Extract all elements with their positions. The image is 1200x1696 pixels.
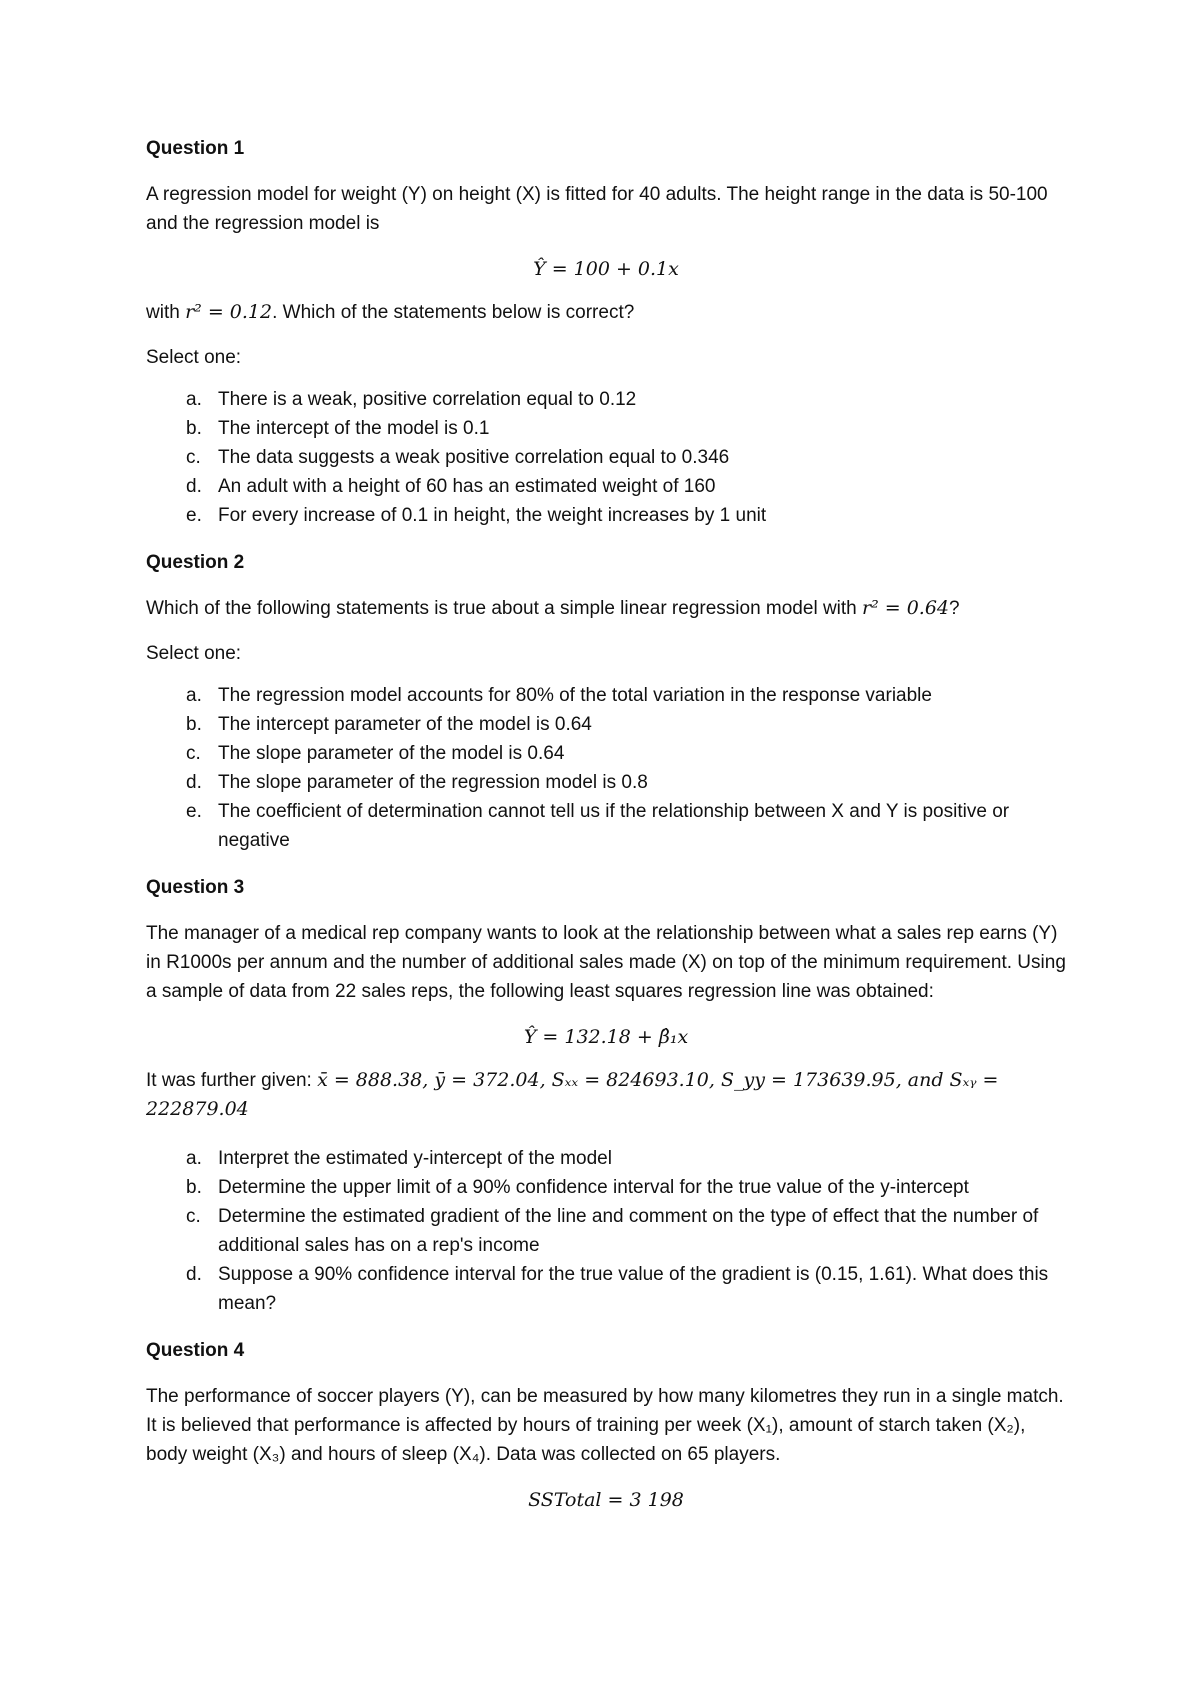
question-3-intro: The manager of a medical rep company wants to look at the relationship between what a sales rep earns (Y) in R1000s per annum and the number of additional sales made (X) on top of the minimum requirement. Using a sample of data from 22 sales reps, the following least squares regression line was obtained:	[146, 923, 1066, 1002]
question-3-given-values: x̄ = 888.38, ȳ = 372.04, Sₓₓ = 824693.10, S_yy = 173639.95, and Sₓᵧ = 222879.04	[146, 1069, 999, 1120]
question-2-option-c	[146, 739, 1066, 768]
option-text: For every increase of 0.1 in height, the weight increases by 1 unit	[218, 505, 767, 526]
option-text: The coefficient of determination cannot tell us if the relationship between X and Y is positive or negative	[218, 801, 1010, 851]
question-3-parts	[146, 1144, 1066, 1318]
option-letter: e.	[186, 505, 202, 526]
question-1-option-b	[146, 414, 1066, 443]
question-1-option-c	[146, 443, 1066, 472]
question-4-formula: SSTotal = 3 198	[528, 1489, 684, 1511]
question-3-part-b	[146, 1173, 1066, 1202]
option-letter: a.	[186, 1148, 202, 1169]
option-text: Interpret the estimated y-intercept of the model	[218, 1148, 612, 1169]
question-1-option-e	[146, 501, 1066, 530]
question-2-stem-prefix: Which of the following statements is true about a simple linear regression model with	[146, 598, 863, 619]
option-letter: a.	[186, 389, 202, 410]
question-1-formula: Ŷ = 100 + 0.1x	[533, 258, 679, 280]
question-1-title: Question 1	[146, 138, 245, 159]
option-text: An adult with a height of 60 has an estimated weight of 160	[218, 476, 716, 497]
option-letter: b.	[186, 418, 202, 439]
question-1-intro: A regression model for weight (Y) on height (X) is fitted for 40 adults. The height range in the data is 50-100 and the regression model is	[146, 184, 1048, 234]
question-3-formula: Ŷ = 132.18 + β̂₁x	[523, 1026, 689, 1048]
option-text: Determine the estimated gradient of the line and comment on the type of effect that the number of additional sales has on a rep's income	[218, 1206, 1039, 1256]
option-letter: d.	[186, 772, 202, 793]
question-2-options	[146, 681, 1066, 855]
question-3-part-d	[146, 1260, 1066, 1318]
option-text: The data suggests a weak positive correlation equal to 0.346	[218, 447, 730, 468]
option-text: There is a weak, positive correlation equal to 0.12	[218, 389, 637, 410]
question-1-options	[146, 385, 1066, 530]
option-letter: d.	[186, 476, 202, 497]
option-text: The intercept of the model is 0.1	[218, 418, 490, 439]
question-1-option-a	[146, 385, 1066, 414]
option-text: The regression model accounts for 80% of the total variation in the response variable	[218, 685, 932, 706]
question-2-select-label: Select one:	[146, 643, 242, 664]
option-letter: c.	[186, 743, 201, 764]
question-3-part-c	[146, 1202, 1066, 1260]
option-letter: c.	[186, 447, 201, 468]
question-1-option-d	[146, 472, 1066, 501]
option-text: Determine the upper limit of a 90% confidence interval for the true value of the y-intercept	[218, 1177, 969, 1198]
question-2-stem-suffix: ?	[949, 598, 960, 619]
question-4-title: Question 4	[146, 1340, 245, 1361]
option-letter: b.	[186, 1177, 202, 1198]
question-2-option-e	[146, 797, 1066, 855]
question-2-option-d	[146, 768, 1066, 797]
question-1-r-squared: r² = 0.12	[185, 301, 273, 323]
question-1-select-label: Select one:	[146, 347, 242, 368]
option-letter: c.	[186, 1206, 201, 1227]
option-text: Suppose a 90% confidence interval for the true value of the gradient is (0.15, 1.61). What does this mean?	[218, 1264, 1049, 1314]
question-4-intro: The performance of soccer players (Y), can be measured by how many kilometres they run in a single match. It is believed that performance is affected by hours of training per week (X₁), amount of starch taken (X₂), body weight (X₃) and hours of sleep (X₄). Data was collected on 65 players.	[146, 1386, 1064, 1465]
question-3-given	[146, 1066, 1066, 1124]
question-1-stem-suffix: . Which of the statements below is correct?	[272, 302, 635, 323]
option-letter: a.	[186, 685, 202, 706]
question-2-title: Question 2	[146, 552, 245, 573]
option-text: The slope parameter of the model is 0.64	[218, 743, 565, 764]
question-2-r-squared: r² = 0.64	[862, 597, 950, 619]
option-text: The slope parameter of the regression model is 0.8	[218, 772, 648, 793]
question-2-option-b	[146, 710, 1066, 739]
option-letter: e.	[186, 801, 202, 822]
option-letter: d.	[186, 1264, 202, 1285]
question-3-part-a	[146, 1144, 1066, 1173]
document-content	[146, 138, 1066, 1529]
question-1-stem-prefix: with	[146, 302, 186, 323]
question-3-given-prefix: It was further given:	[146, 1070, 318, 1091]
question-2-stem	[146, 594, 1066, 623]
question-2-option-a	[146, 681, 1066, 710]
option-text: The intercept parameter of the model is 0.64	[218, 714, 592, 735]
question-3-title: Question 3	[146, 877, 245, 898]
option-letter: b.	[186, 714, 202, 735]
question-1-stem	[146, 298, 1066, 327]
